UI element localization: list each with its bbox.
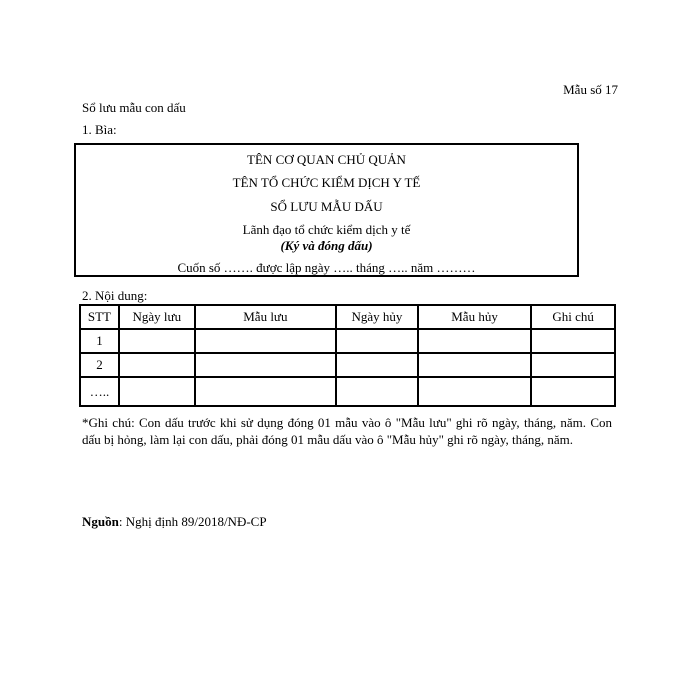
- table-cell: 2: [80, 353, 119, 377]
- cover-sign-note: (Ký và đóng dấu): [280, 238, 373, 253]
- cover-box: [74, 143, 579, 277]
- seal-log-table: [79, 304, 616, 407]
- header-date-stored: Ngày lưu: [119, 305, 195, 329]
- source-line: [82, 514, 267, 530]
- form-number: Mẫu số 17: [563, 82, 618, 97]
- table-cell: 1: [80, 329, 119, 353]
- table-cell: [418, 377, 532, 406]
- section-content-heading: 2. Nội dung:: [82, 288, 148, 303]
- source-label: Nguồn: [82, 514, 119, 529]
- cover-leader: Lãnh đạo tổ chức kiểm dịch y tế: [242, 222, 411, 237]
- table-row: [80, 353, 615, 377]
- document-title: Sổ lưu mẫu con dấu: [82, 100, 186, 115]
- cover-book-title: SỔ LƯU MẪU DẤU: [270, 199, 383, 214]
- table-cell: [336, 377, 418, 406]
- table-cell: [531, 377, 615, 406]
- table-cell: [531, 353, 615, 377]
- table-cell: [119, 329, 195, 353]
- table-cell: [195, 377, 336, 406]
- source-value: : Nghị định 89/2018/NĐ-CP: [118, 514, 267, 529]
- cover-volume-line: Cuốn số ……. được lập ngày ….. tháng ….. năm ………: [177, 260, 476, 275]
- cover-parent-agency: TÊN CƠ QUAN CHỦ QUẢN: [247, 152, 406, 167]
- footnote: *Ghi chú: Con dấu trước khi sử dụng đóng 01 mẫu vào ô "Mẫu lưu" ghi rõ ngày, tháng, năm. Con dấu bị hỏng, làm lại con dấu, phải đóng 01 mẫu dấu vào ô "Mẫu hủy" ghi rõ ngày, tháng, năm.: [82, 415, 612, 447]
- table-cell: [336, 353, 418, 377]
- header-sample-stored: Mẫu lưu: [195, 305, 336, 329]
- table-row: [80, 329, 615, 353]
- header-date-cancelled: Ngày hủy: [336, 305, 418, 329]
- table-cell: [119, 377, 195, 406]
- table-row: [80, 377, 615, 406]
- header-notes: Ghi chú: [531, 305, 615, 329]
- cover-organization: TÊN TỔ CHỨC KIỂM DỊCH Y TẾ: [232, 175, 421, 190]
- table-header-row: [80, 305, 615, 329]
- table-cell: [119, 353, 195, 377]
- header-sample-cancelled: Mẫu hủy: [418, 305, 532, 329]
- table-cell: [531, 329, 615, 353]
- table-cell: [418, 353, 532, 377]
- table-cell: [418, 329, 532, 353]
- table-cell: …..: [80, 377, 119, 406]
- table-cell: [195, 329, 336, 353]
- header-stt: STT: [80, 305, 119, 329]
- table-cell: [336, 329, 418, 353]
- section-cover-heading: 1. Bìa:: [82, 122, 117, 137]
- table-cell: [195, 353, 336, 377]
